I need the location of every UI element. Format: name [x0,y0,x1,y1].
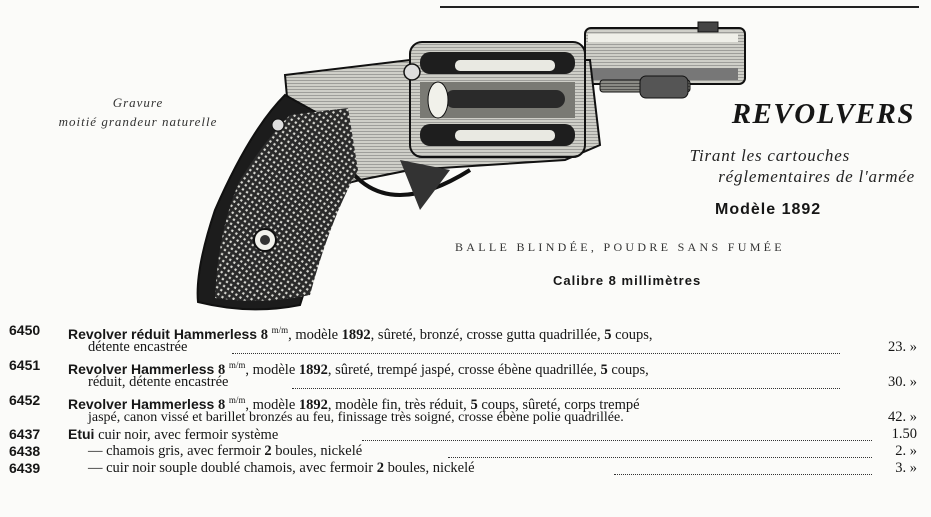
catalog-item-line [0,322,931,343]
item-description: Revolver réduit Hammerless 8 $^{m/m}$, modèle 1892, sûreté, bronzé, crosse gutta quadrillée, 5 coups, [68,325,653,343]
item-number: 6438 [9,443,41,459]
illustration-caption [18,93,258,131]
catalog-item-line [0,426,931,443]
item-name: Revolver Hammerless [68,360,215,377]
subtitle [690,145,915,187]
catalog-item-line [0,409,931,426]
item-description-cont: jaspé, canon vissé et barillet bronzés au feu, finissage très soigné, crosse ébène polie quadrillée. [88,410,624,425]
catalog-item-line [0,392,931,413]
item-description: — cuir noir souple doublé chamois, avec fermoir 2 boules, nickelé [88,460,475,476]
item-number: 6452 [9,392,41,408]
item-name: Revolver réduit Hammerless [68,325,258,342]
item-description-cont: détente encastrée [88,339,188,355]
page-title: REVOLVERS [731,98,915,130]
item-name: Revolver Hammerless [68,395,215,412]
item-price: 30. » [888,374,917,390]
item-price: 42. » [888,409,917,425]
item-price: 23. » [888,339,917,355]
dot-leader [448,443,872,458]
item-description: — chamois gris, avec fermoir 2 boules, nickelé [88,443,363,459]
subtitle-line2: réglementaires de l'armée [718,167,915,186]
caption-line2: moitié grandeur naturelle [58,114,218,129]
item-description: Revolver Hammerless 8 $^{m/m}$, modèle 1892, sûreté, trempé jaspé, crosse ébène quadrillée, 5 coups, [68,360,649,378]
top-rule [440,6,919,8]
item-name: Etui [68,426,95,442]
item-number: 6451 [9,357,41,373]
dot-leader [614,460,872,475]
subtitle-line1: Tirant les cartouches [689,146,850,165]
item-description: Etui cuir noir, avec fermoir système [68,426,279,443]
dot-leader [292,374,840,389]
item-number: 6439 [9,460,41,476]
dot-leader [232,339,840,354]
catalog-item-line [0,460,931,477]
model-label: Modèle 1892 [715,201,822,218]
dot-leader [362,426,872,441]
item-price: 1.50 [891,426,917,442]
catalog-item-line [0,374,931,391]
item-price: 2. » [895,443,917,459]
catalog-item-line [0,357,931,378]
calibre-label: Calibre 8 millimètres [553,273,702,288]
catalog-item-line [0,443,931,460]
caption-line1: Gravure [112,95,164,110]
item-description: Revolver Hammerless 8 $^{m/m}$, modèle 1892, modèle fin, très réduit, 5 coups, sûreté, corps trempé [68,395,640,413]
item-number: 6437 [9,426,41,442]
ammunition-label: BALLE BLINDÉE, POUDRE SANS FUMÉE [455,240,785,254]
item-number: 6450 [9,322,41,338]
item-description-cont: réduit, détente encastrée [88,374,229,390]
catalog-item-line [0,339,931,356]
item-price: 3. » [895,460,917,476]
